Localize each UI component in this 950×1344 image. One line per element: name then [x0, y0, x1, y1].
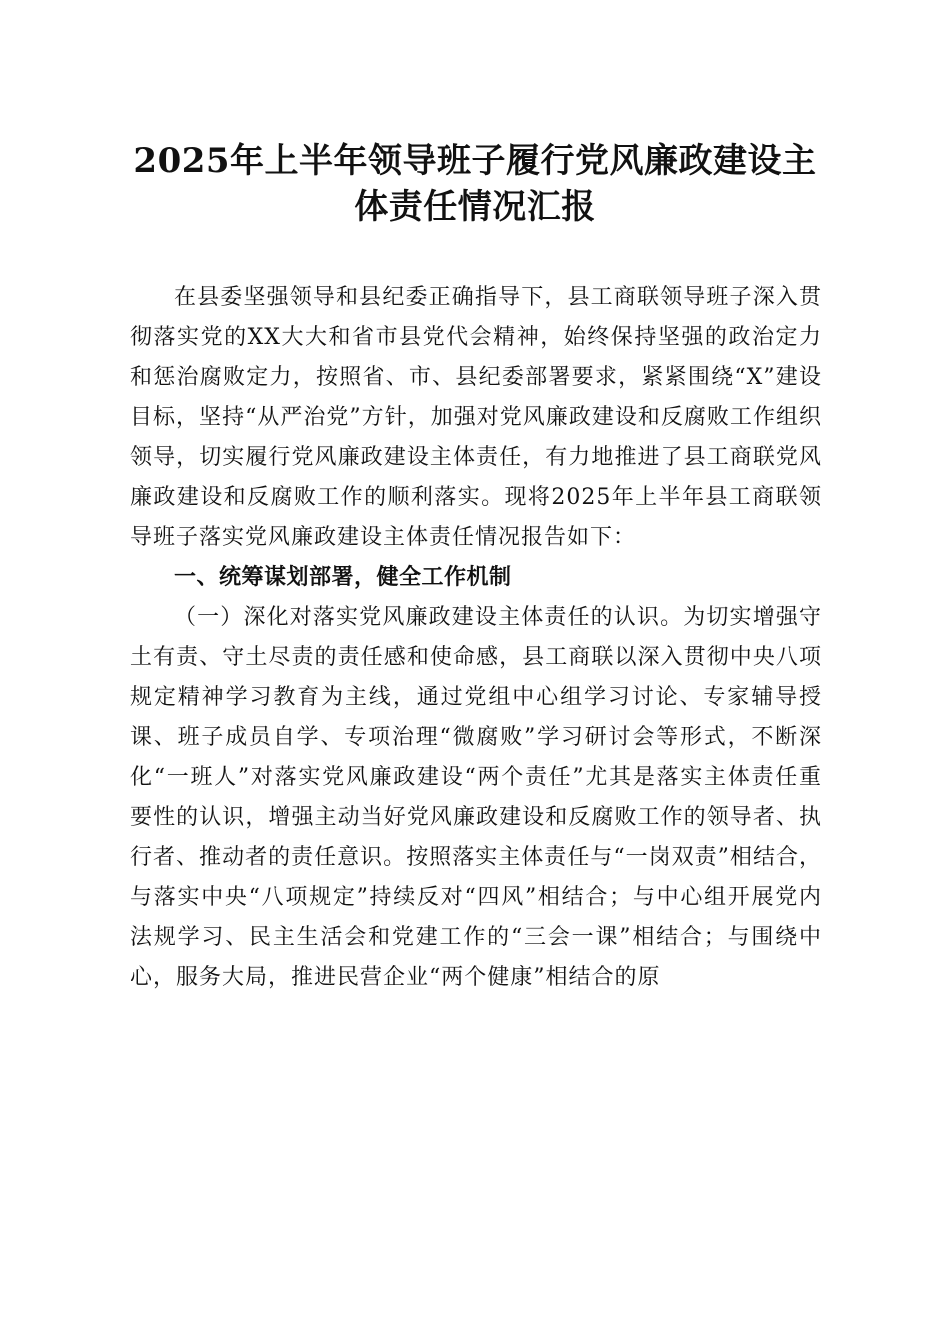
- title-line-1: 2025年上半年领导班子履行党风廉政建设主: [133, 141, 817, 181]
- document-title: [120, 138, 830, 230]
- subsection-paragraph-1: （一）深化对落实党风廉政建设主体责任的认识。为切实增强守土有责、守土尽责的责任感和使命感，县工商联以深入贯彻中央八项规定精神学习教育为主线，通过党组中心组学习讨论、专家辅导授课、班子成员自学、专项治理“微腐败”学习研讨会等形式，不断深化“一班人”对落实党风廉政建设“两个责任”尤其是落实主体责任重要性的认识，增强主动当好党风廉政建设和反腐败工作的领导者、执行者、推动者的责任意识。按照落实主体责任与“一岗双责”相结合，与落实中央“八项规定”持续反对“四风”相结合；与中心组开展党内法规学习、民主生活会和党建工作的“三会一课”相结合；与围绕中心，服务大局，推进民营企业“两个健康”相结合的原: [130, 605, 822, 990]
- title-line-2: 体责任情况汇报: [354, 187, 596, 227]
- section-heading-1: 一、统筹谋划部署，健全工作机制: [174, 565, 512, 590]
- document-body: [130, 278, 822, 998]
- intro-paragraph: 在县委坚强领导和县纪委正确指导下，县工商联领导班子深入贯彻落实党的XX大大和省市县党代会精神，始终保持坚强的政治定力和惩治腐败定力，按照省、市、县纪委部署要求，紧紧围绕“X”建设目标，坚持“从严治党”方针，加强对党风廉政建设和反腐败工作组织领导，切实履行党风廉政建设主体责任，有力地推进了县工商联党风廉政建设和反腐败工作的顺利落实。现将2025年上半年县工商联领导班子落实党风廉政建设主体责任情况报告如下：: [130, 285, 822, 550]
